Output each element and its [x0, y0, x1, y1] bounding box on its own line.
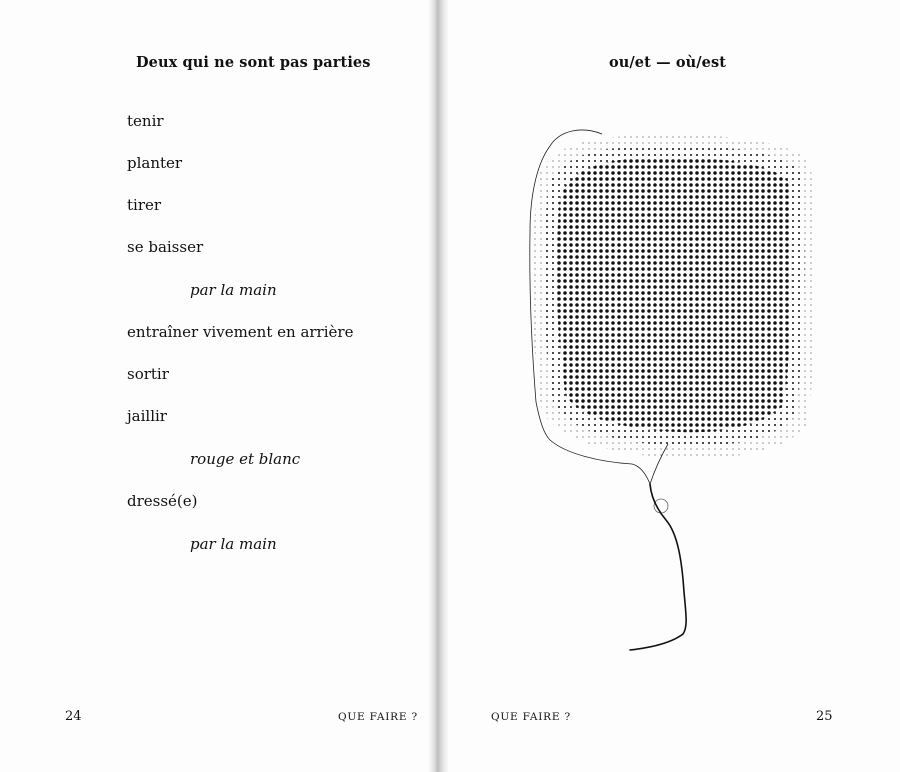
- poem-line-planter: planter: [127, 154, 183, 172]
- running-title-left: QUE FAIRE ?: [338, 711, 418, 723]
- left-page: [0, 0, 432, 772]
- running-title-right: QUE FAIRE ?: [491, 711, 571, 723]
- halftone-balloon: [532, 135, 816, 458]
- poem-line-se-baisser: se baisser: [127, 238, 204, 256]
- balloon-string: [630, 484, 686, 650]
- right-page-title: ou/et — où/est: [609, 54, 727, 71]
- poem-line-jaillir: jaillir: [127, 407, 167, 425]
- poem-line-dresse: dressé(e): [127, 492, 198, 510]
- poem-line-rouge-et-blanc: rouge et blanc: [190, 450, 301, 468]
- balloon-illustration: [520, 122, 820, 662]
- page-number-left: 24: [65, 709, 82, 724]
- book-gutter: [428, 0, 450, 772]
- left-page-title: Deux qui ne sont pas parties: [136, 54, 371, 71]
- poem-line-sortir: sortir: [127, 365, 169, 383]
- page-number-right: 25: [816, 709, 833, 724]
- poem-line-tirer: tirer: [127, 196, 162, 214]
- poem-line-par-la-main-2: par la main: [190, 535, 277, 553]
- poem-line-tenir: tenir: [127, 112, 164, 130]
- poem-line-entrainer: entraîner vivement en arrière: [127, 323, 354, 341]
- poem-line-par-la-main-1: par la main: [190, 281, 277, 299]
